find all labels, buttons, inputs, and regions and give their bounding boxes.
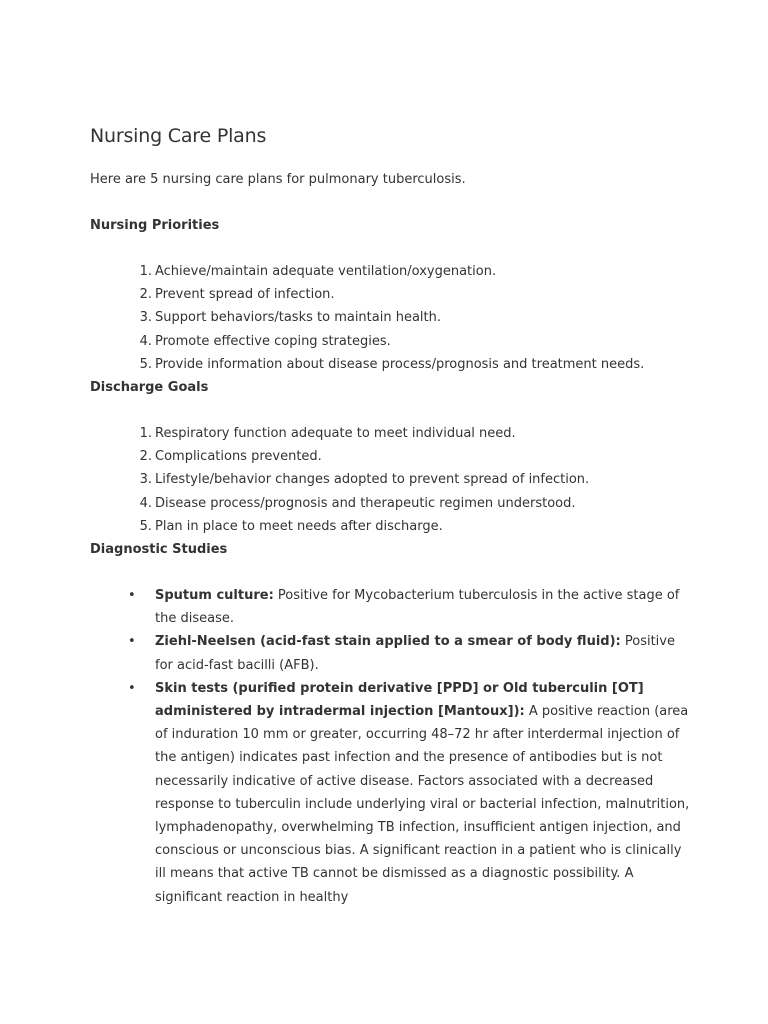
list-item bbox=[90, 584, 690, 630]
item-label: Ziehl-Neelsen (acid-fast stain applied to a smear of body fluid): bbox=[155, 634, 621, 650]
list-item: 1. Achieve/maintain adequate ventilation/oxygenation. bbox=[139, 264, 497, 279]
list-item-text: Support behaviors/tasks to maintain health. bbox=[155, 310, 441, 326]
page-title: Nursing Care Plans bbox=[90, 125, 267, 147]
list-item-text: Achieve/maintain adequate ventilation/oxygenation. bbox=[155, 264, 497, 279]
nursing-priorities-list bbox=[90, 260, 690, 376]
list-item bbox=[90, 630, 690, 676]
list-item: 2. Complications prevented. bbox=[139, 449, 322, 465]
list-item: 5. Provide information about disease process/prognosis and treatment needs. bbox=[139, 356, 645, 372]
item-text: A positive reaction (area of induration 10 mm or greater, occurring 48–72 hr after interdermal injection of the antigen) indicates past infection and the presence of antibodies but is not necessarily indicative of active disease. Factors associated with a decreased response to tuberculin include underlying viral or bacterial infection, malnutrition, lymphadenopathy, overwhelming TB infection, insufficient antigen injection, and conscious or unconscious bias. A significant reaction in a patient who is clinically ill means that active TB cannot be dismissed as a diagnostic possibility. A significant reaction in healthy bbox=[155, 704, 690, 905]
nursing-priorities-heading: Nursing Priorities bbox=[90, 218, 220, 233]
list-item: 4. Promote effective coping strategies. bbox=[139, 333, 391, 349]
item-label: Sputum culture: bbox=[155, 588, 274, 604]
list-item-text: Prevent spread of infection. bbox=[155, 287, 335, 303]
item-text: Positive for acid-fast bacilli (AFB). bbox=[155, 634, 675, 673]
list-item: 5. Plan in place to meet needs after discharge. bbox=[139, 518, 443, 534]
list-item-text: Plan in place to meet needs after discharge. bbox=[155, 518, 443, 534]
list-item-text: Complications prevented. bbox=[155, 449, 322, 465]
list-item-text: Lifestyle/behavior changes adopted to prevent spread of infection. bbox=[155, 472, 590, 488]
list-item-text: Disease process/prognosis and therapeutic regimen understood. bbox=[155, 495, 576, 511]
intro-paragraph: Here are 5 nursing care plans for pulmonary tuberculosis. bbox=[90, 172, 466, 187]
list-item: 3. Lifestyle/behavior changes adopted to prevent spread of infection. bbox=[139, 472, 590, 488]
bullet-icon: • bbox=[128, 634, 136, 650]
item-text: Positive for Mycobacterium tuberculosis in the active stage of the disease. bbox=[155, 588, 680, 627]
diagnostic-studies-list bbox=[90, 584, 690, 909]
list-item bbox=[90, 677, 690, 909]
list-item: 3. Support behaviors/tasks to maintain health. bbox=[139, 310, 441, 326]
list-item: 2. Prevent spread of infection. bbox=[139, 287, 335, 303]
diagnostic-studies-heading: Diagnostic Studies bbox=[90, 542, 228, 558]
list-item-text: Respiratory function adequate to meet individual need. bbox=[155, 426, 516, 442]
list-item: 4. Disease process/prognosis and therapeutic regimen understood. bbox=[139, 495, 576, 511]
list-item-text: Promote effective coping strategies. bbox=[155, 333, 391, 349]
discharge-goals-list bbox=[90, 422, 690, 538]
bullet-icon: • bbox=[128, 588, 136, 604]
bullet-icon: • bbox=[128, 680, 136, 696]
list-item-text: Provide information about disease process/prognosis and treatment needs. bbox=[155, 356, 645, 372]
document-page bbox=[90, 118, 690, 909]
discharge-goals-heading: Discharge Goals bbox=[90, 380, 209, 396]
list-item: 1. Respiratory function adequate to meet individual need. bbox=[139, 426, 516, 442]
item-label: Skin tests (purified protein derivative [PPD] or Old tuberculin [OT] administered by intradermal injection [Mantoux]): bbox=[155, 680, 644, 720]
